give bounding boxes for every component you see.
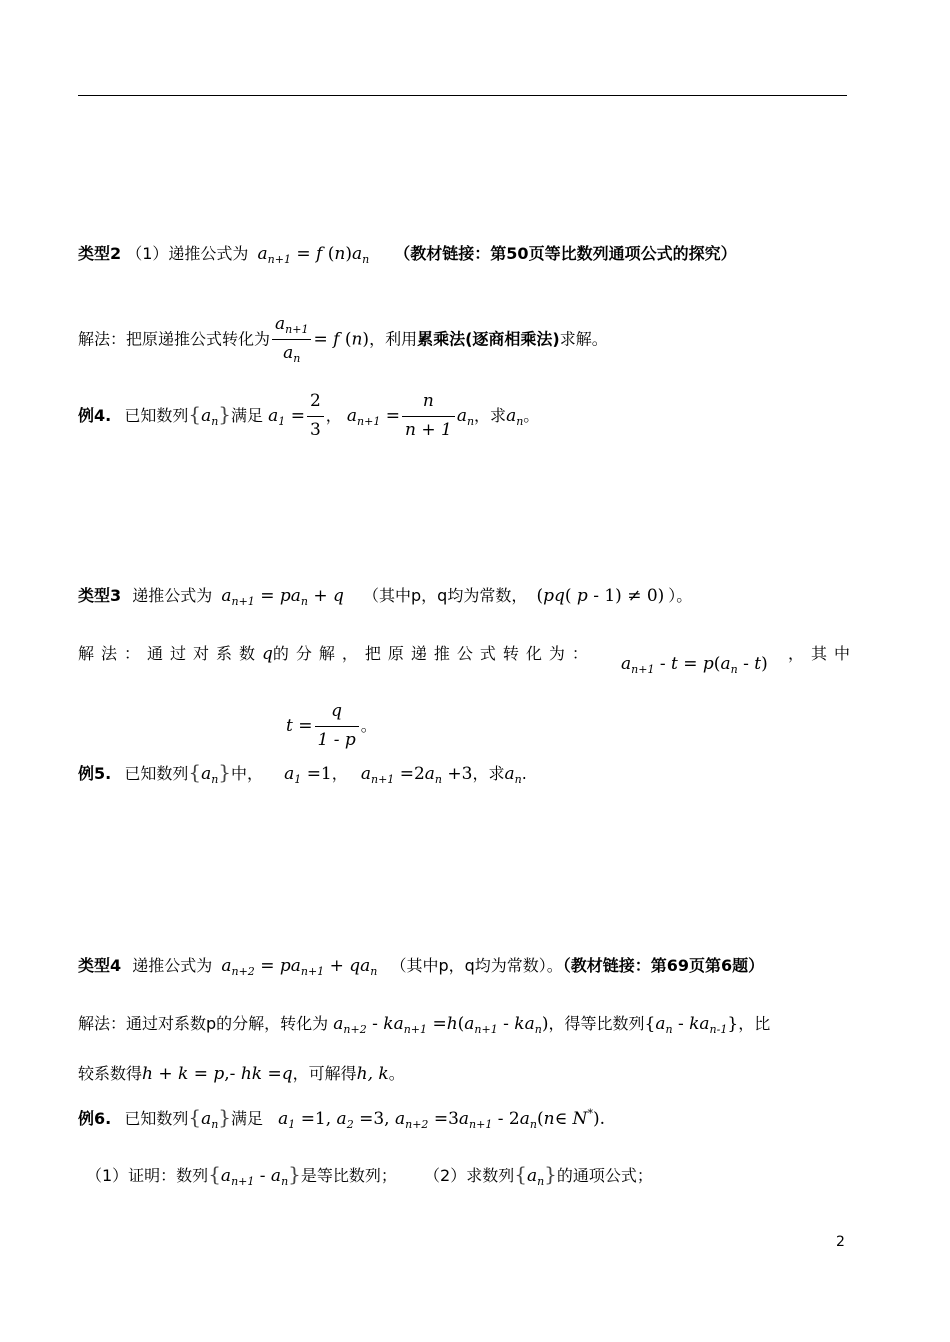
type2-sol-suffix: 求解。 (559, 329, 608, 349)
type3-cond-text: （其中p，q均为常数， (363, 586, 528, 605)
example6-label: 例6. (78, 1109, 112, 1128)
type2-sol-rhs: = f (n) (313, 329, 370, 350)
example6-part2-prefix: （2）求数列 (424, 1166, 515, 1185)
type3-label: 递推公式为 (132, 586, 213, 605)
type2-sol-bold: 累乘法(逐商相乘法) (417, 329, 560, 349)
type4-sol-prefix: 解法：通过对系数p的分解，转化为 (78, 1014, 329, 1033)
type4-cond-text: （其中p，q均为常数）。 (390, 956, 563, 975)
type3-heading-line (78, 585, 692, 609)
example6-text2: 满足 (231, 1109, 264, 1128)
type4-solution-line (78, 1013, 770, 1037)
example6-part1-suffix: 是等比数列； (300, 1166, 397, 1185)
header-rule (78, 95, 847, 96)
type2-sol-fraction: $\frac{a_{n+1}}{a_n}$ (272, 313, 311, 367)
type4-line3 (78, 1063, 405, 1087)
type4-sol-suffix: ，比 (738, 1014, 771, 1033)
example4-text1: 已知数列 (124, 405, 189, 425)
type4-line3-prefix: 较系数得 (78, 1064, 143, 1083)
example6-part1-seq: $a_{n+1} - a_n$ (220, 1166, 289, 1188)
type3-cond-end: ）。 (668, 586, 693, 605)
example4-a1: $a_1$ = (268, 405, 305, 428)
type3-sol-suffix: ，其中 (788, 644, 858, 663)
type3-sol-formula: $a_{n+1} - t = p(a_n - t)$ (621, 654, 768, 676)
example6-parts-line: （1）证明：数列$\{a_{n+1} - a_n\}$是等比数列； （2）求数列$\{a_n\}$的通项公式； (86, 1162, 653, 1188)
type3-t-line: t = $\frac{q}{1 - p}$ 。 (286, 700, 377, 753)
example5-recurrence: $a_{n+1} =2a_n +3$ (360, 764, 473, 786)
example4-a1-fraction: $\frac{2}{3}$ (307, 390, 324, 443)
type2-formula: $a_{n+1} = f$ $(n)a_n$ (257, 244, 370, 266)
type2-label: （1）递推公式为 (126, 244, 249, 263)
example4-label: 例4. (78, 405, 112, 425)
type3-t-end: 。 (360, 715, 377, 735)
type3-sol-q: q (262, 644, 273, 664)
example5-line: 例5. 已知数列$\{a_n\}$中， $a_1 =1$， $a_{n+1} =2a_n +3$，求$a_n$. (78, 760, 527, 786)
example5-end: . (521, 764, 527, 783)
example5-sep: ， (331, 764, 348, 783)
type4-sol-mid: ，得等比数列 (548, 1014, 645, 1033)
example4-end: 。 (523, 405, 540, 425)
example6-part1-prefix: （1）证明：数列 (86, 1166, 209, 1185)
type4-line3-mid: ，可解得 (292, 1064, 357, 1083)
type4-link: （教材链接：第69页第6题） (562, 956, 765, 975)
example6-line: 例6. 已知数列$\{a_n\}$满足 $a_1 =1$, $a_2 =3$, $a_{n+2} =3a_{n+1}$ - $2a_n(n\in$ N*). (78, 1105, 605, 1131)
type4-sol-seq: $\{a_n - ka_{n-1}\}$ (644, 1014, 739, 1036)
type4-heading: 类型4 (78, 956, 122, 975)
example6-part2-suffix: 的通项公式； (556, 1166, 653, 1185)
example4-line: 例4. 已知数列$\{a_n\}$满足 $a_1$ = $\frac{2}{3}$ ， $a_{n+1}$ = $\frac{n}{n + 1}$ $a_n$，求$a_n$。 (78, 390, 539, 443)
page-number: 2 (836, 1234, 845, 1250)
example5-text2: 中， (231, 764, 264, 783)
example4-text3: ，求 (474, 405, 507, 425)
example5-text3: ，求 (472, 764, 505, 783)
example4-fraction: $\frac{n}{n + 1}$ (402, 390, 455, 443)
type2-solution-line (78, 313, 608, 367)
example4-text2: 满足 (231, 405, 264, 425)
type4-heading-line (78, 955, 764, 979)
type4-formula: $a_{n+2} = pa_{n+1} + qa_n$ (221, 956, 378, 978)
example5-label: 例5. (78, 764, 112, 783)
example4-recurrence: $a_{n+1}$ = (346, 405, 400, 428)
type4-line3-formula: h + k = p,- hk =q (142, 1064, 293, 1084)
type3-cond-formula: (pq( p - 1) ≠ 0) (536, 586, 665, 606)
type2-heading-line (78, 243, 737, 267)
type3-t-fraction: $\frac{q}{1 - p}$ (315, 700, 359, 753)
type4-sol-formula: $a_{n+2} - ka_{n+1} =h(a_{n+1} - ka_n)$ (333, 1014, 549, 1036)
type2-heading: 类型2 (78, 244, 122, 263)
example6-text1: 已知数列 (124, 1109, 189, 1128)
type2-sol-prefix: 解法：把原递推公式转化为 (78, 329, 271, 349)
type4-line3-end: 。 (388, 1064, 405, 1083)
type4-label: 递推公式为 (132, 956, 213, 975)
type2-link: （教材链接：第50页等比数列通项公式的探究） (394, 244, 737, 263)
type3-solution-line (78, 643, 858, 676)
example5-text1: 已知数列 (124, 764, 189, 783)
type3-heading: 类型3 (78, 586, 122, 605)
type3-sol-prefix: 解法：通过对系数 (78, 644, 263, 663)
type3-formula: $a_{n+1} = pa_n + q$ (221, 586, 344, 608)
type4-line3-vars: h, k (356, 1064, 389, 1084)
example6-formula: $a_1 =1$, $a_2 =3$, $a_{n+2} =3a_{n+1}$ - $2a_n(n\in$ N*). (278, 1107, 605, 1131)
example4-sep: ， (325, 405, 342, 425)
type2-sol-mid: ，利用 (369, 329, 418, 349)
type3-sol-mid: 的分解，把原递推公式转化为： (272, 644, 595, 663)
example5-a1: $a_1 =1$ (284, 764, 332, 786)
